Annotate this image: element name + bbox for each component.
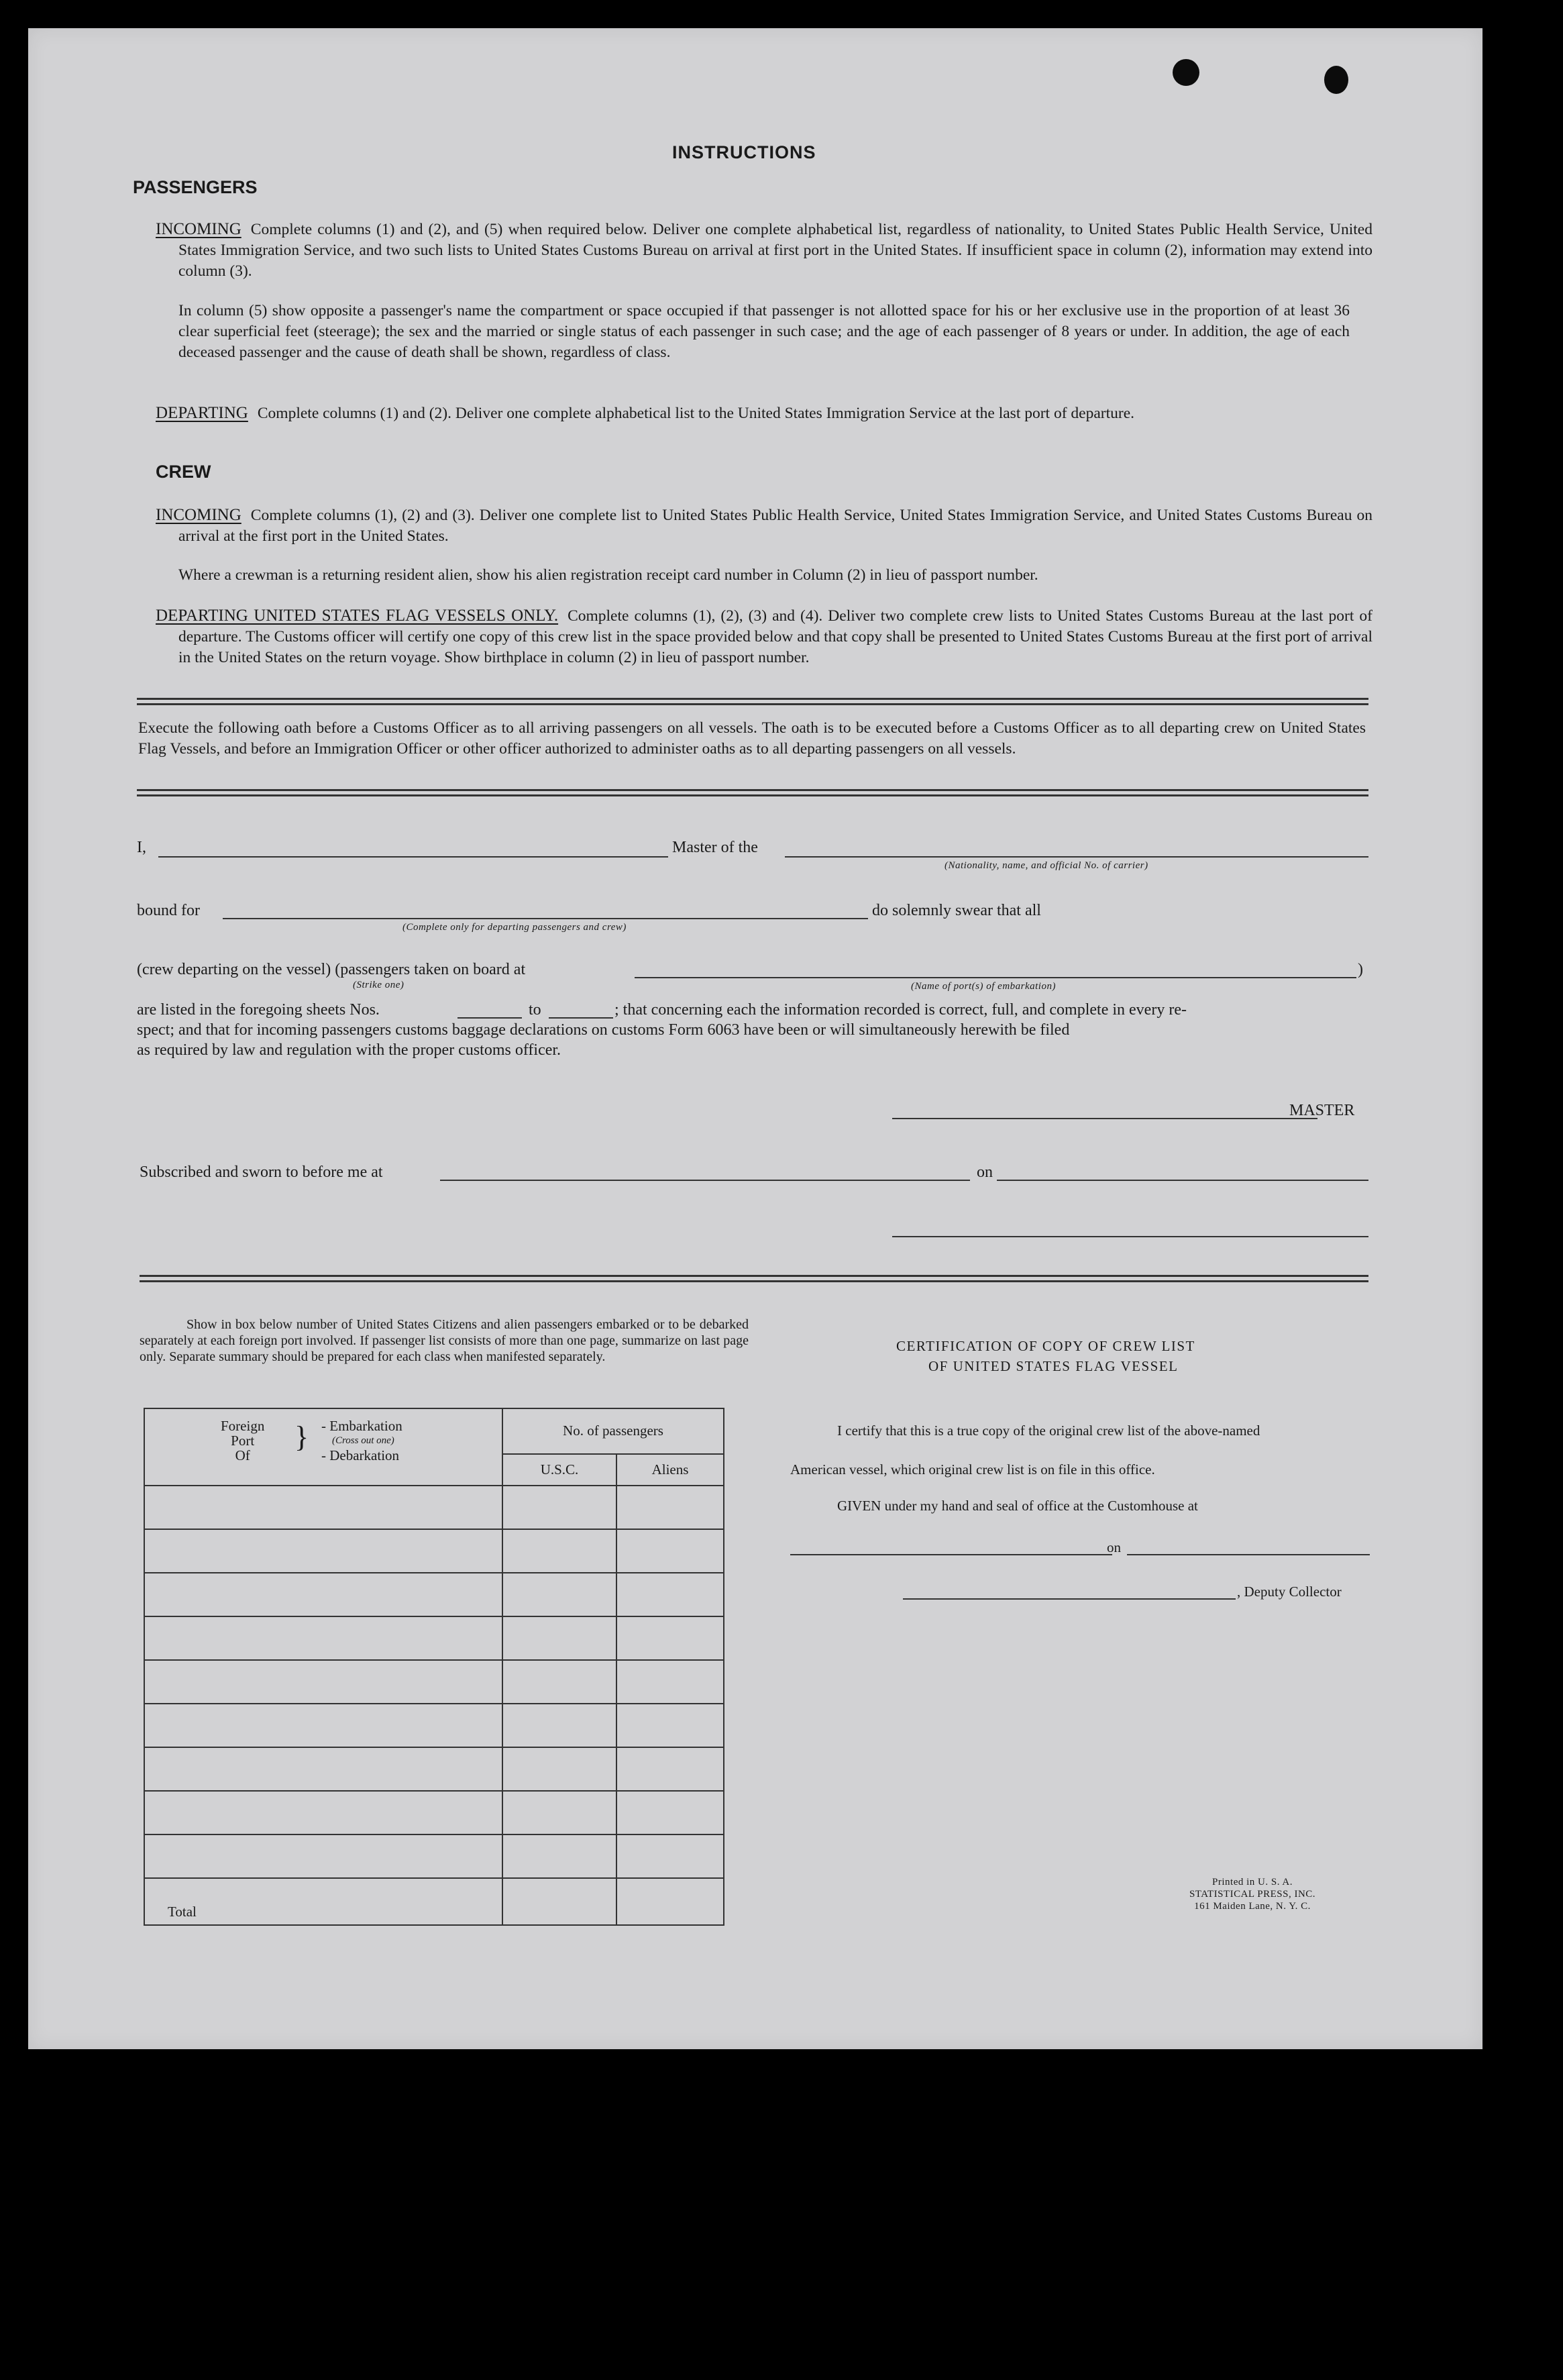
- crew-incoming: [156, 505, 1372, 547]
- passengers-departing-label: DEPARTING: [156, 404, 248, 422]
- aliens-cell[interactable]: [616, 1616, 724, 1660]
- passengers-incoming: [156, 219, 1372, 282]
- sheet-from-field[interactable]: [457, 1017, 522, 1019]
- swear-label: do solemnly swear that all: [872, 902, 1041, 919]
- punch-hole: [1324, 66, 1348, 94]
- passengers-heading: PASSENGERS: [133, 177, 258, 197]
- double-rule: [137, 698, 1368, 705]
- port-header-cell: [144, 1408, 502, 1486]
- master-of-the-label: Master of the: [672, 839, 758, 856]
- sheet-to-field[interactable]: [549, 1017, 613, 1019]
- deputy-collector-signature-field[interactable]: [903, 1598, 1236, 1600]
- port-cell[interactable]: [144, 1791, 502, 1834]
- certification-title-2: OF UNITED STATES FLAG VESSEL: [928, 1358, 1179, 1374]
- passengers-incoming-text: Complete columns (1) and (2), and (5) when required below. Deliver one complete alphabetical list, regardless of nationality, to United States Public Health Service, United States Immigration Service, and two such lists to United States Customs Bureau on arrival at first port in the United States. If insufficient space in column (2), information may extend into column (3).: [178, 221, 1372, 280]
- close-paren: ): [1358, 961, 1363, 978]
- sworn-on-label: on: [977, 1163, 993, 1181]
- aliens-cell[interactable]: [616, 1704, 724, 1747]
- embarkation-label: - Embarkation: [321, 1418, 402, 1434]
- crew-incoming-text: Complete columns (1), (2) and (3). Deliver one complete list to United States Public Health Service, United States Immigration Service, and United States Customs Bureau on arrival at the first port in the United States.: [178, 507, 1372, 545]
- subscribed-label: Subscribed and sworn to before me at: [140, 1163, 383, 1181]
- officer-signature-field[interactable]: [892, 1236, 1368, 1237]
- certification-line-1: I certify that this is a true copy of the original crew list of the above-named: [837, 1422, 1260, 1439]
- sworn-date-field[interactable]: [997, 1180, 1368, 1181]
- port-cell[interactable]: [144, 1704, 502, 1747]
- total-usc-cell[interactable]: [502, 1878, 616, 1925]
- foreign-label: Foreign: [221, 1418, 265, 1434]
- oath-i-label: I,: [137, 839, 146, 856]
- no-of-passengers-header: No. of passengers: [502, 1408, 724, 1454]
- certification-line-2: American vessel, which original crew list is on file in this office.: [790, 1461, 1155, 1478]
- brace: }: [294, 1420, 309, 1453]
- oath-instruction: Execute the following oath before a Customs Officer as to all arriving passengers on all vessels. The oath is to be executed before a Customs Officer as to all departing crew on United States Flag Vessels, and before an Immigration Officer or other officer authorized to administer oaths as to all departing passengers on all vessels.: [138, 719, 1366, 758]
- port-cell[interactable]: [144, 1529, 502, 1573]
- aliens-cell[interactable]: [616, 1573, 724, 1616]
- aliens-cell[interactable]: [616, 1660, 724, 1704]
- usc-cell[interactable]: [502, 1747, 616, 1791]
- port-caption: (Name of port(s) of embarkation): [911, 981, 1056, 992]
- aliens-cell[interactable]: [616, 1529, 724, 1573]
- debarkation-label: - Debarkation: [321, 1447, 400, 1463]
- carrier-caption: (Nationality, name, and official No. of carrier): [945, 860, 1148, 871]
- usc-cell[interactable]: [502, 1791, 616, 1834]
- passenger-summary-table: [144, 1408, 724, 1926]
- printer-line-2: STATISTICAL PRESS, INC.: [1189, 1889, 1316, 1900]
- strike-one-caption: (Strike one): [353, 980, 405, 990]
- port-cell[interactable]: [144, 1747, 502, 1791]
- aliens-header: Aliens: [616, 1454, 724, 1486]
- crew-resident-text: Where a crewman is a returning resident alien, show his alien registration receipt card number in Column (2) in lieu of passport number.: [178, 566, 1038, 584]
- carrier-field[interactable]: [785, 856, 1368, 858]
- port-cell[interactable]: [144, 1616, 502, 1660]
- usc-cell[interactable]: [502, 1529, 616, 1573]
- passengers-column5-text: In column (5) show opposite a passenger's name the compartment or space occupied if that passenger is not allotted space for his or her exclusive use in the proportion of at least 36 clear superficial feet (steerage); the sex and the married or single status of each passenger in such case; and the age of each passenger of 8 years or under. In addition, the age of each deceased passenger and the cause of death shall be shown, regardless of class.: [178, 302, 1350, 361]
- usc-cell[interactable]: [502, 1704, 616, 1747]
- certification-on-label: on: [1107, 1539, 1121, 1555]
- usc-header: U.S.C.: [502, 1454, 616, 1486]
- port-cell[interactable]: [144, 1573, 502, 1616]
- sworn-at-field[interactable]: [440, 1180, 970, 1181]
- of-label: Of: [235, 1447, 250, 1463]
- aliens-cell[interactable]: [616, 1791, 724, 1834]
- port-cell[interactable]: [144, 1834, 502, 1878]
- usc-cell[interactable]: [502, 1660, 616, 1704]
- printer-imprint: [1155, 1876, 1350, 1912]
- double-rule: [137, 789, 1368, 796]
- deputy-collector-label: , Deputy Collector: [1237, 1584, 1342, 1600]
- master-signature-field[interactable]: [892, 1118, 1317, 1119]
- passengers-departing-text: Complete columns (1) and (2). Deliver one complete alphabetical list to the United States Immigration Service at the last port of departure.: [257, 405, 1134, 422]
- sheets-label: are listed in the foregoing sheets Nos.: [137, 1001, 380, 1019]
- embarkation-port-field[interactable]: [635, 977, 1356, 978]
- cross-out-caption: (Cross out one): [332, 1435, 394, 1446]
- oath-line-3: as required by law and regulation with the proper customs officer.: [137, 1041, 561, 1059]
- page-title: INSTRUCTIONS: [672, 142, 816, 162]
- customhouse-field[interactable]: [790, 1554, 1112, 1555]
- port-cell[interactable]: [144, 1486, 502, 1529]
- bound-for-label: bound for: [137, 902, 200, 919]
- form-sheet: [28, 28, 1483, 2049]
- port-cell[interactable]: [144, 1660, 502, 1704]
- printer-line-1: Printed in U. S. A.: [1212, 1877, 1293, 1887]
- master-label: MASTER: [1289, 1102, 1355, 1119]
- sheets-to-label: to: [529, 1001, 541, 1019]
- crew-departing-label: DEPARTING UNITED STATES FLAG VESSELS ONLY.: [156, 607, 559, 625]
- total-label: Total: [144, 1878, 502, 1925]
- aliens-cell[interactable]: [616, 1747, 724, 1791]
- usc-cell[interactable]: [502, 1486, 616, 1529]
- usc-cell[interactable]: [502, 1834, 616, 1878]
- bound-caption: (Complete only for departing passengers and crew): [402, 922, 627, 933]
- printer-line-3: 161 Maiden Lane, N. Y. C.: [1194, 1901, 1311, 1912]
- bound-for-field[interactable]: [223, 918, 868, 919]
- port-label: Port: [231, 1433, 255, 1449]
- double-rule: [140, 1275, 1368, 1282]
- certification-title-1: CERTIFICATION OF COPY OF CREW LIST: [896, 1338, 1195, 1354]
- certification-line-3: GIVEN under my hand and seal of office at the Customhouse at: [837, 1498, 1198, 1514]
- summary-note: Show in box below number of United States Citizens and alien passengers embarked or to be debarked separately at each foreign port involved. If passenger list consists of more than one page, summarize on last page only. Separate summary should be prepared for each class when manifested separately.: [140, 1317, 749, 1364]
- passengers-departing: [156, 403, 1372, 424]
- passengers-incoming-label: INCOMING: [156, 220, 241, 238]
- punch-hole: [1173, 59, 1199, 86]
- usc-cell[interactable]: [502, 1616, 616, 1660]
- crew-incoming-label: INCOMING: [156, 506, 241, 524]
- usc-cell[interactable]: [502, 1573, 616, 1616]
- aliens-cell[interactable]: [616, 1486, 724, 1529]
- aliens-cell[interactable]: [616, 1834, 724, 1878]
- certification-date-field[interactable]: [1127, 1554, 1370, 1555]
- master-name-field[interactable]: [158, 856, 668, 858]
- crew-passengers-label: (crew departing on the vessel) (passengers taken on board at: [137, 961, 526, 978]
- sheets-continued: ; that concerning each the information recorded is correct, full, and complete in every re-: [614, 1001, 1187, 1019]
- crew-heading: CREW: [156, 462, 211, 482]
- oath-line-2: spect; and that for incoming passengers customs baggage declarations on customs Form 6063 have been or will simultaneously herewith be filed: [137, 1021, 1070, 1039]
- crew-departing: [156, 605, 1372, 668]
- crew-departing-text: Complete columns (1), (2), (3) and (4). Deliver two complete crew lists to United States Customs Bureau at the last port of departure. The Customs officer will certify one copy of this crew list in the space provided below and that copy shall be presented to United States Customs Bureau at the first port of arrival in the United States on the return voyage. Show birthplace in column (2) in lieu of passport number.: [178, 607, 1372, 666]
- total-aliens-cell[interactable]: [616, 1878, 724, 1925]
